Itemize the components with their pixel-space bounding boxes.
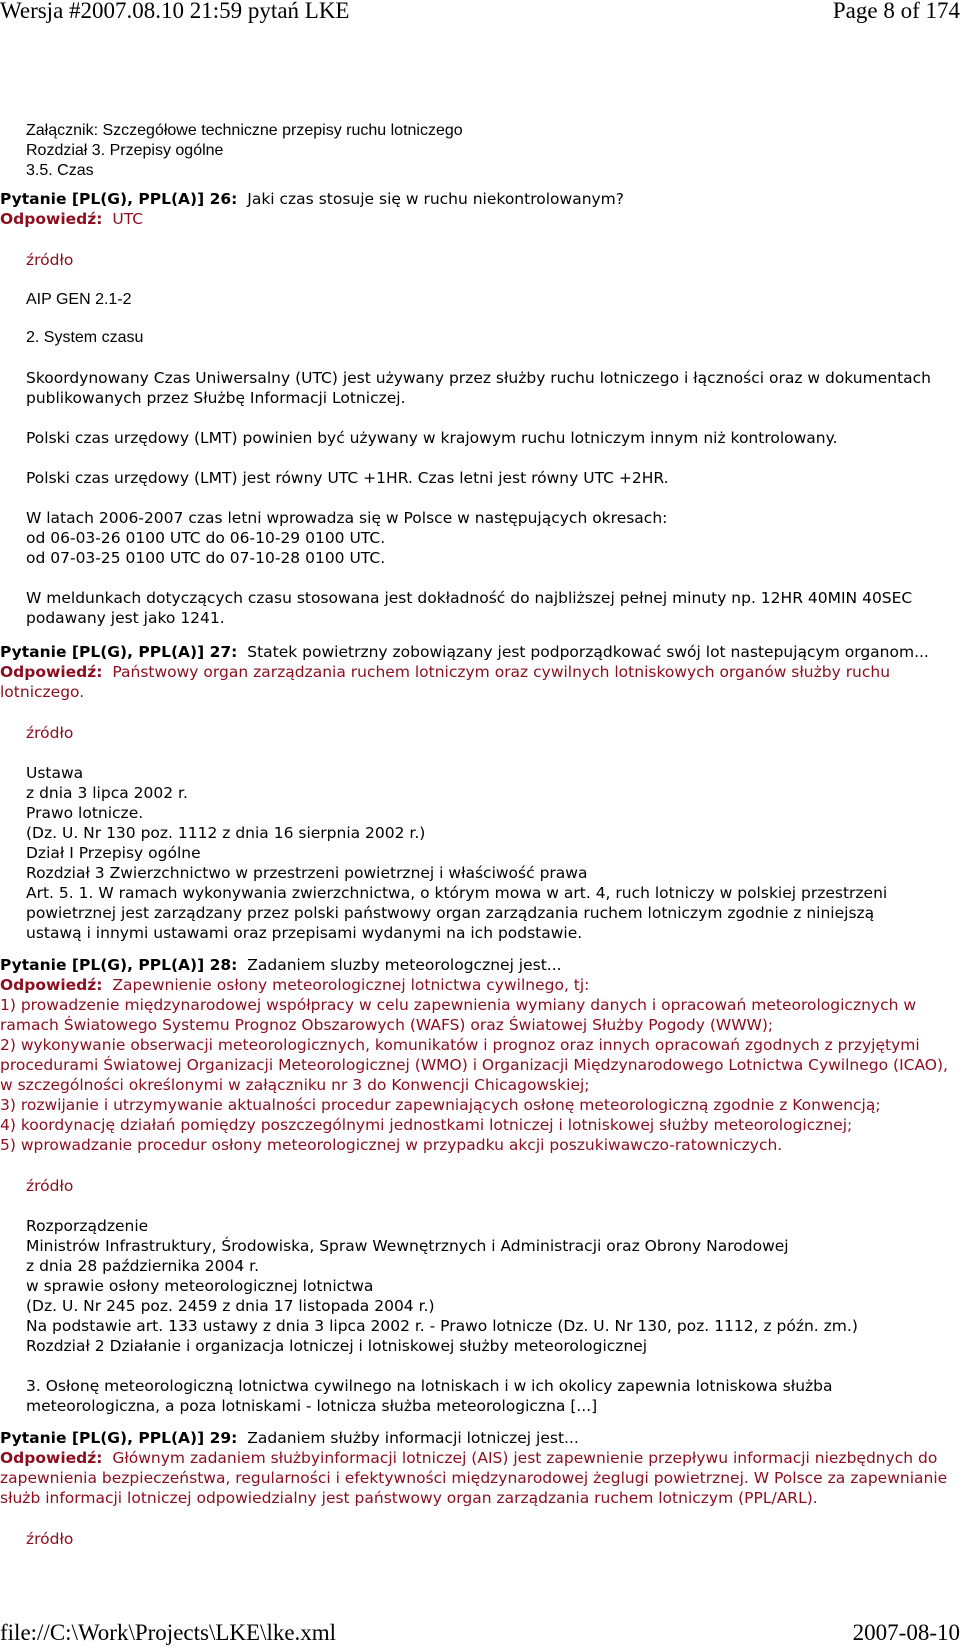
source-line: (Dz. U. Nr 245 poz. 2459 z dnia 17 listopada 2004 r.) [26, 1297, 435, 1315]
page-header [0, 0, 960, 30]
source-line: (Dz. U. Nr 130 poz. 1112 z dnia 16 sierpnia 2002 r.) [26, 824, 426, 842]
source-line: Rozporządzenie [26, 1217, 149, 1235]
source-ref: AIP GEN 2.1-2 [26, 291, 132, 308]
source-link[interactable]: źródło [26, 724, 74, 742]
print-date: 2007-08-10 [852, 1620, 960, 1645]
answer-label: Odpowiedź: [0, 663, 103, 681]
source-link[interactable]: źródło [26, 1530, 74, 1548]
source-line: Dział I Przepisy ogólne [26, 844, 201, 862]
summer-time-block [26, 508, 960, 568]
summer-line: od 06-03-26 0100 UTC do 06-10-29 0100 UTC. [26, 529, 386, 547]
page-number: Page 8 of 174 [832, 0, 960, 23]
question-prefix: Pytanie [PL(G), PPL(A)] 29: [0, 1429, 238, 1447]
answer-label: Odpowiedź: [0, 210, 103, 228]
answer-list [0, 995, 960, 1155]
answer-26 [0, 209, 960, 229]
source-link[interactable]: źródło [26, 251, 74, 269]
source-paragraph: W meldunkach dotyczących czasu stosowana jest dokładność do najbliższej pełnej minuty np. 12HR 40MIN 40SEC podawany jest jako 1241. [26, 589, 913, 627]
question-27 [0, 642, 960, 662]
answer-item: 4) koordynację działań pomiędzy poszczególnymi jednostkami lotniczej i lotniskowej służby meteorologicznej; [0, 1116, 853, 1134]
source-paragraph: Polski czas urzędowy (LMT) powinien być używany w krajowym ruchu lotniczym innym niż kontrolowany. [26, 429, 838, 447]
source-line: w sprawie osłony meteorologicznej lotnictwa [26, 1277, 374, 1295]
page-footer [0, 1620, 960, 1650]
question-26 [0, 189, 960, 209]
source-line: Rozdział 3 Zwierzchnictwo w przestrzeni powietrznej i właściwość prawa [26, 864, 588, 882]
answer-text: Zapewnienie osłony meteorologicznej lotnictwa cywilnego, tj: [112, 976, 590, 994]
question-text: Jaki czas stosuje się w ruchu niekontrolowanym? [247, 190, 625, 208]
source-block [26, 1216, 960, 1356]
context-breadcrumb [26, 121, 960, 181]
summer-line: od 07-03-25 0100 UTC do 07-10-28 0100 UTC. [26, 549, 386, 567]
source-link[interactable]: źródło [26, 1177, 74, 1195]
source-line: Art. 5. 1. W ramach wykonywania zwierzchnictwa, o którym mowa w art. 4, ruch lotniczy w polskiej przestrzeni powietrznej jest zarządzany przez polski państwowy organ zarządzania ruchem lotniczym zgodnie z niniejszą ustawą i innymi ustawami oraz przepisami wydanymi na ich podstawie. [26, 884, 888, 942]
source-paragraph: Polski czas urzędowy (LMT) jest równy UTC +1HR. Czas letni jest równy UTC +2HR. [26, 469, 669, 487]
version-label: Wersja #2007.08.10 21:59 pytań LKE [0, 0, 350, 23]
source-line: Ustawa [26, 764, 84, 782]
source-section: 2. System czasu [26, 329, 144, 346]
source-block [26, 290, 960, 628]
answer-item: 3) rozwijanie i utrzymywanie aktualności procedur zapewniających osłonę meteorologiczną zgodnie z Konwencją; [0, 1096, 881, 1114]
answer-item: 1) prowadzenie międzynarodowej współpracy w celu zapewnienia wymiany danych i opracowań meteorologicznych w ramach Światowego Systemu Prognoz Obszarowych (WAFS) oraz Światowej Służby Pogody (WWW); [0, 996, 917, 1034]
context-line: Rozdział 3. Przepisy ogólne [26, 142, 224, 159]
source-block [26, 763, 960, 943]
question-text: Statek powietrzny zobowiązany jest podporządkować swój lot nastepującym organom... [247, 643, 929, 661]
answer-item: 5) wprowadzanie procedur osłony meteorologicznej w przypadku akcji poszukiwawczo-ratowniczych. [0, 1136, 783, 1154]
answer-text: UTC [112, 210, 144, 228]
question-prefix: Pytanie [PL(G), PPL(A)] 27: [0, 643, 238, 661]
answer-27 [0, 662, 960, 702]
source-quote: 3. Osłonę meteorologiczną lotnictwa cywilnego na lotniskach i w ich okolicy zapewnia lotniskowa służba meteorologiczna, a poza lotniskami - lotnicza służba meteorologiczna [...] [26, 1377, 833, 1415]
question-text: Zadaniem sluzby meteorologcznej jest... [247, 956, 562, 974]
document-body [0, 121, 960, 1569]
source-line: Ministrów Infrastruktury, Środowiska, Spraw Wewnętrznych i Administracji oraz Obrony Narodowej [26, 1237, 789, 1255]
source-line: z dnia 28 października 2004 r. [26, 1257, 260, 1275]
context-line: Załącznik: Szczegółowe techniczne przepisy ruchu lotniczego [26, 122, 463, 139]
answer-label: Odpowiedź: [0, 1449, 103, 1467]
source-line: Prawo lotnicze. [26, 804, 144, 822]
source-line: z dnia 3 lipca 2002 r. [26, 784, 188, 802]
source-line: Rozdział 2 Działanie i organizacja lotniczej i lotniskowej służby meteorologicznej [26, 1337, 648, 1355]
source-paragraph: Skoordynowany Czas Uniwersalny (UTC) jest używany przez służby ruchu lotniczego i łączności oraz w dokumentach publikowanych przez Służbę Informacji Lotniczej. [26, 369, 932, 407]
answer-29 [0, 1448, 960, 1508]
answer-text: Głównym zadaniem służbyinformacji lotniczej (AIS) jest zapewnienie przepływu informacji niezbędnych do zapewnienia bezpieczeństwa, regularności i efektywności międzynarodowej żeglugi powietrznej. W Polsce za zapewnianie służb informacji lotniczej odpowiedzialny jest państwowy organ zarządzania ruchem lotniczym (PPL/ARL). [0, 1449, 948, 1507]
answer-text: Państwowy organ zarządzania ruchem lotniczym oraz cywilnych lotniskowych organów służby ruchu lotniczego. [0, 663, 891, 701]
answer-28 [0, 975, 960, 1155]
question-text: Zadaniem służby informacji lotniczej jest... [247, 1429, 579, 1447]
context-line: 3.5. Czas [26, 162, 94, 179]
summer-line: W latach 2006-2007 czas letni wprowadza się w Polsce w następujących okresach: [26, 509, 668, 527]
question-prefix: Pytanie [PL(G), PPL(A)] 26: [0, 190, 238, 208]
question-prefix: Pytanie [PL(G), PPL(A)] 28: [0, 956, 238, 974]
source-line: Na podstawie art. 133 ustawy z dnia 3 lipca 2002 r. - Prawo lotnicze (Dz. U. Nr 130, poz. 1112, z późn. zm.) [26, 1317, 858, 1335]
file-path: file://C:\Work\Projects\LKE\lke.xml [0, 1620, 337, 1645]
question-29 [0, 1428, 960, 1448]
answer-label: Odpowiedź: [0, 976, 103, 994]
answer-item: 2) wykonywanie obserwacji meteorologicznych, komunikatów i prognoz oraz innych opracowań zgodnych z przyjętymi procedurami Światowej Organizacji Meteorologicznej (WMO) i Organizacji Międzynarodowego Lotnictwa Cywilnego (ICAO), w szczególności określonymi w załączniku nr 3 do Konwencji Chicagowskiej; [0, 1036, 948, 1094]
question-28 [0, 955, 960, 975]
